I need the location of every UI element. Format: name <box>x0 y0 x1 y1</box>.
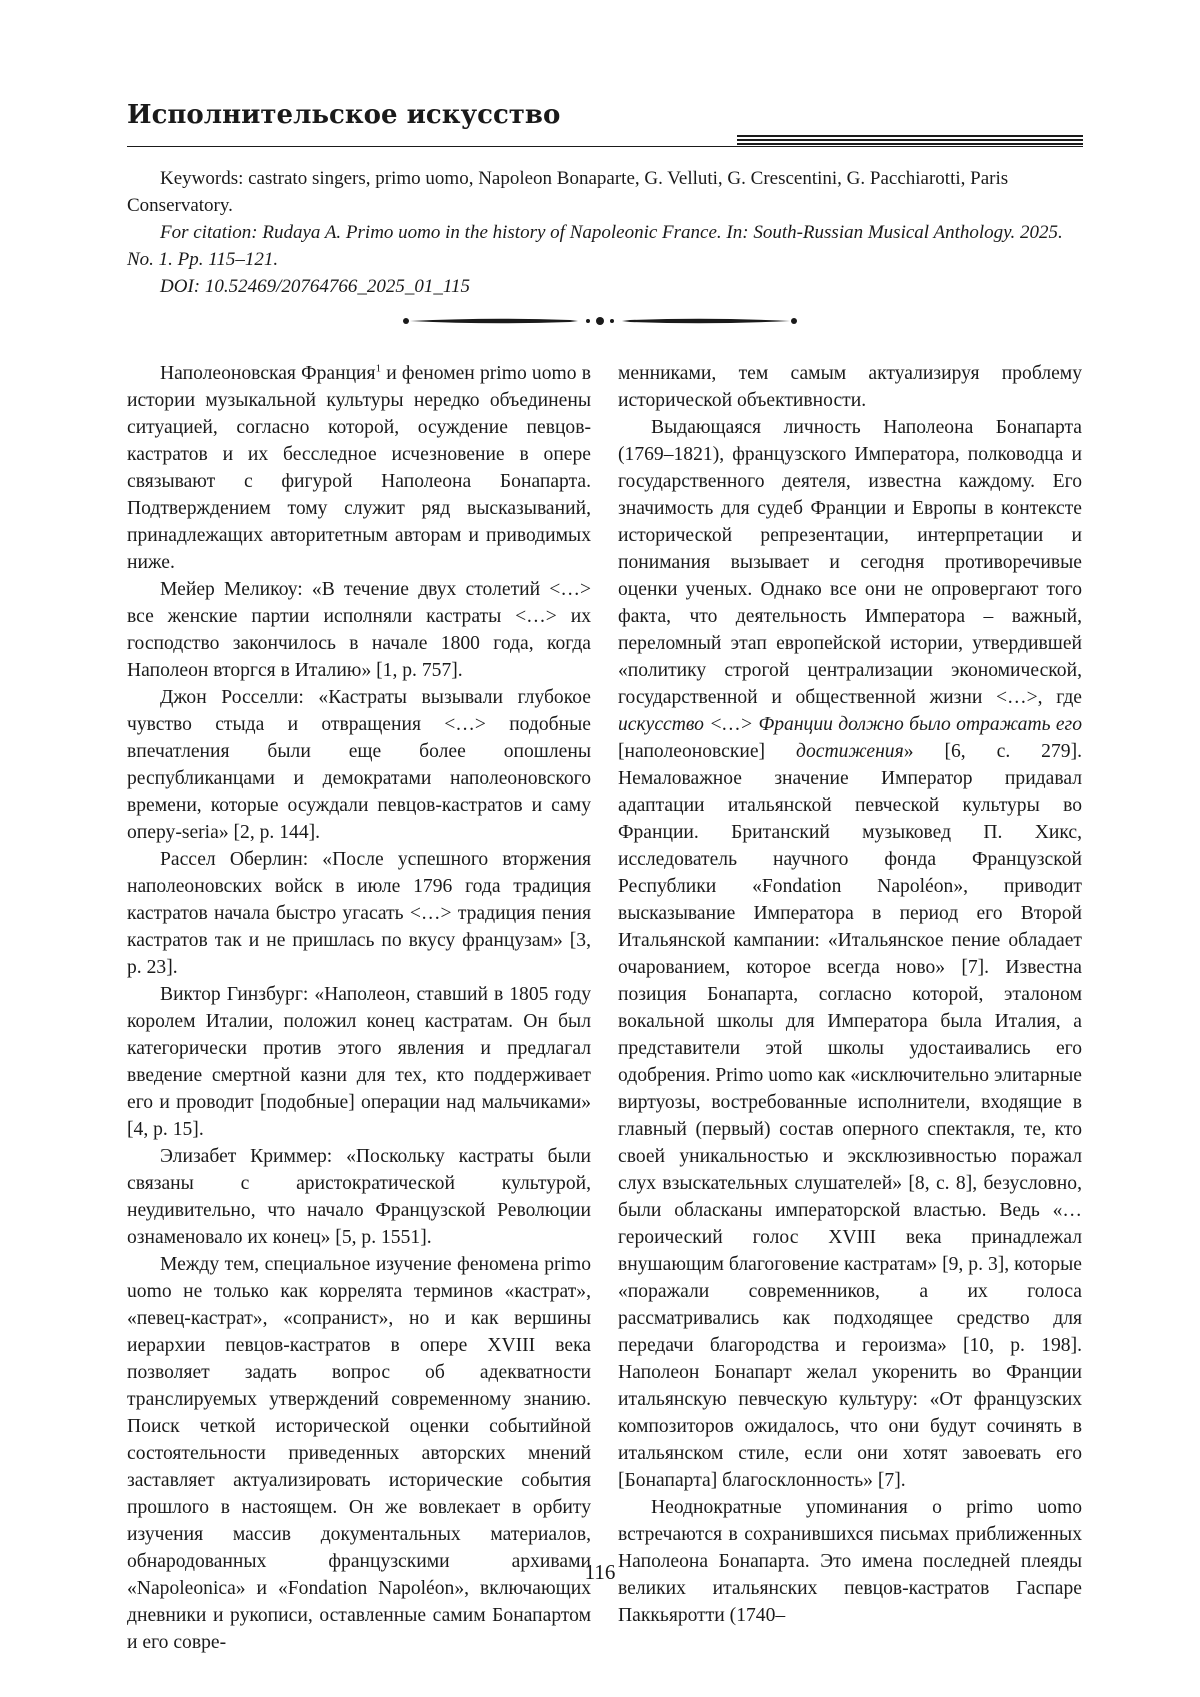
paragraph: Мейер Меликоу: «В течение двух столетий <…> все женские партии исполняли кастраты <…> их господство закончилось в начале 1800 года, когда Наполеон вторгся в Италию» [1, p. 757]. <box>127 579 591 681</box>
paragraph: Джон Росселли: «Кастраты вызывали глубокое чувство стыда и отвращения <…> подобные впечатления были еще более опошлены республиканцами и демократами наполеоновского времени, которые осуждали певцов-кастратов и саму оперу-seria» [2, p. 144]. <box>127 687 591 843</box>
right-column <box>618 360 1082 1629</box>
paragraph: Наполеоновская Франция$^1$ и феномен primo uomo в истории музыкальной культуры нередко объединены ситуацией, согласно которой, осуждение певцов-кастратов и их бесследное исчезновение в опере связывают с фигурой Наполеона Бонапарта. Подтверждением тому служит ряд высказываний, принадлежащих авторитетным авторам и приводимых ниже. <box>127 362 591 573</box>
paragraph: менниками, тем самым актуализируя проблему исторической объективности. <box>618 363 1082 411</box>
section-title: Исполнительское искусство <box>127 100 561 130</box>
paragraph: Между тем, специальное изучение феномена primo uomo не только как коррелята терминов «кастрат», «певец-кастрат», «сопранист», но и как вершины иерархии певцов-кастратов в опере XVIII века позволяет задать вопрос об адекватности транслируемых утверждений современному знанию. Поиск четкой исторической оценки событийной состоятельности приведенных авторских мнений заставляет актуализировать исторические события прошлого в настоящем. Он же вовлекает в орбиту изучения массив документальных материалов, обнародованных французскими архивами «Napoleonica» и «Fondation Napoléon», включающих дневники и рукописи, оставленные самим Бонапартом и его совре- <box>127 1254 591 1653</box>
keywords: Keywords: castrato singers, primo uomo, Napoleon Bonaparte, G. Velluti, G. Crescentini, G. Pacchiarotti, Paris Conservatory. <box>127 168 1009 216</box>
doi: DOI: 10.52469/20764766_2025_01_115 <box>160 276 470 297</box>
article-meta <box>127 165 1083 300</box>
paragraph: Выдающаяся личность Наполеона Бонапарта (1769–1821), французского Императора, полководца и государственного деятеля, известна каждому. Его значимость для судеб Франции и Европы в контексте исторической репрезентации, интерпретации и понимания вызывает и сегодня противоречивые оценки ученых. Однако все они не опровергают того факта, что деятельность Императора – важный, переломный этап европейской истории, утвердившей «политику строгой централизации экономической, государственной и общественной жизни <…>, где искусство <…> Франции должно было отражать его [наполеоновские] достижения» [6, c. 279]. Немаловажное значение Император придавал адаптации итальянской певческой культуры во Франции. Британский музыковед П. Хикс, исследователь научного фонда Французской Республики «Fondation Napoléon», приводит высказывание Императора в период его Второй Итальянской кампании: «Итальянское пение обладает очарованием, которое всегда ново» [7]. Известна позиция Бонапарта, согласно которой, эталоном вокальной школы для Императора была Италия, а представители этой школы удостаивались его одобрения. Primo uomo как «исключительно элитарные виртуозы, востребованные исполнители, входящие в главный (первый) состав оперного спектакля, те, кто своей уникальностью и эксклюзивностью поражал слух взыскательных слушателей» [8, c. 8], безусловно, были обласканы императорской властью. Ведь «…героический голос XVIII века принадлежал внушающим благоговение кастратам» [9, p. 3], которые «поражали современников, а их голоса рассматривались как подходящее средство для передачи благородства и героизма» [10, p. 198]. Наполеон Бонапарт желал укоренить во Франции итальянскую певческую культуру: «От французских композиторов ожидалось, что они будут сочинять в итальянском стиле, если они хотят завоевать его [Бонапарта] благосклонность» [7]. <box>618 417 1082 1491</box>
paragraph: Неоднократные упоминания о primo uomo встречаются в сохранившихся письмах приближенных Наполеона Бонапарта. Это имена последней плеяды великих итальянских певцов-кастратов Гаспаре Паккьяротти (1740– <box>618 1497 1082 1626</box>
paragraph: Элизабет Криммер: «Поскольку кастраты были связаны с аристократической культурой, неудивительно, что начало Французской Революции ознаменовало их конец» [5, p. 1551]. <box>127 1146 591 1248</box>
header-rule-block <box>737 135 1083 147</box>
ornament-divider <box>400 314 800 328</box>
left-column <box>127 360 591 1656</box>
footnote-ref[interactable]: 1 <box>375 362 382 375</box>
citation: For citation: Rudaya A. Primo uomo in the history of Napoleonic France. In: South-Russian Musical Anthology. 2025. No. 1. Pp. 115–121. <box>127 222 1063 270</box>
paragraph: Рассел Оберлин: «После успешного вторжения наполеоновских войск в июле 1796 года традиция кастратов начала быстро угасать <…> традиция пения кастратов так и не пришлась по вкусу французам» [3, p. 23]. <box>127 849 591 978</box>
page-number: 116 <box>584 1560 616 1584</box>
paragraph: Виктор Гинзбург: «Наполеон, ставший в 1805 году королем Италии, положил конец кастратам. Он был категорически против этого явления и предлагал введение смертной казни для тех, кто поддерживает его и проводит [подобные] операции над мальчиками» [4, p. 15]. <box>127 984 591 1140</box>
